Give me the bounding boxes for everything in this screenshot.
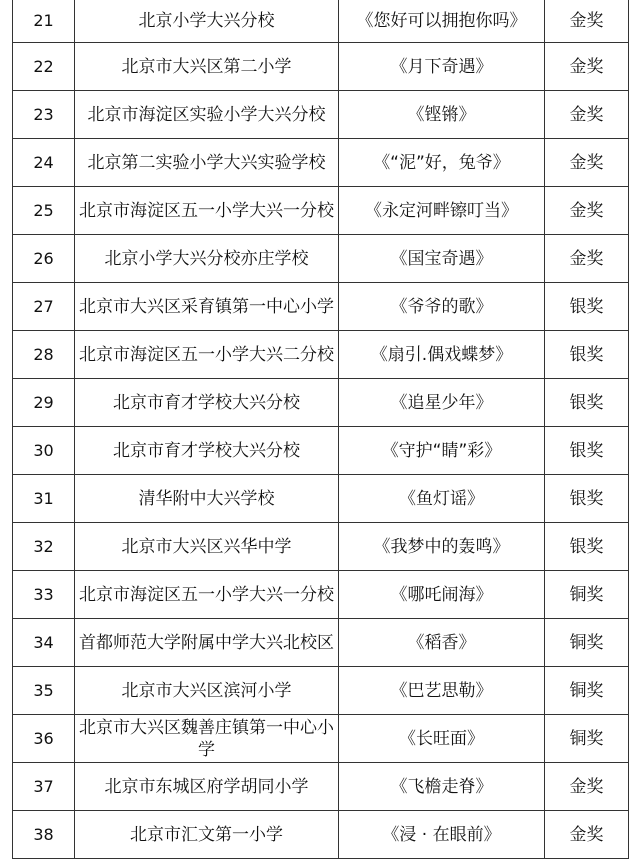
table-row xyxy=(13,379,629,427)
awards-table-body xyxy=(13,0,629,859)
row-number: 22 xyxy=(13,43,75,91)
table-row xyxy=(13,331,629,379)
table-row xyxy=(13,187,629,235)
row-number: 34 xyxy=(13,619,75,667)
work-title: 《鱼灯谣》 xyxy=(339,475,545,523)
award-level: 金奖 xyxy=(545,0,629,43)
row-number: 29 xyxy=(13,379,75,427)
award-level: 银奖 xyxy=(545,283,629,331)
school-name: 北京市育才学校大兴分校 xyxy=(75,379,339,427)
school-name: 首都师范大学附属中学大兴北校区 xyxy=(75,619,339,667)
award-level: 银奖 xyxy=(545,475,629,523)
work-title: 《爷爷的歌》 xyxy=(339,283,545,331)
work-title: 《您好可以拥抱你吗》 xyxy=(339,0,545,43)
award-level: 银奖 xyxy=(545,523,629,571)
work-title: 《追星少年》 xyxy=(339,379,545,427)
row-number: 25 xyxy=(13,187,75,235)
table-row xyxy=(13,811,629,859)
school-name: 北京第二实验小学大兴实验学校 xyxy=(75,139,339,187)
school-name: 北京小学大兴分校亦庄学校 xyxy=(75,235,339,283)
school-name: 北京市大兴区魏善庄镇第一中心小学 xyxy=(75,715,339,763)
row-number: 31 xyxy=(13,475,75,523)
school-name: 北京小学大兴分校 xyxy=(75,0,339,43)
award-level: 铜奖 xyxy=(545,715,629,763)
awards-table xyxy=(12,0,629,859)
work-title: 《稻香》 xyxy=(339,619,545,667)
table-row xyxy=(13,43,629,91)
table-row xyxy=(13,619,629,667)
row-number: 21 xyxy=(13,0,75,43)
row-number: 32 xyxy=(13,523,75,571)
award-level: 金奖 xyxy=(545,763,629,811)
work-title: 《国宝奇遇》 xyxy=(339,235,545,283)
work-title: 《浸 · 在眼前》 xyxy=(339,811,545,859)
table-row xyxy=(13,475,629,523)
row-number: 38 xyxy=(13,811,75,859)
school-name: 北京市海淀区实验小学大兴分校 xyxy=(75,91,339,139)
work-title: 《铿锵》 xyxy=(339,91,545,139)
work-title: 《巴艺思勒》 xyxy=(339,667,545,715)
award-level: 铜奖 xyxy=(545,571,629,619)
work-title: 《月下奇遇》 xyxy=(339,43,545,91)
row-number: 23 xyxy=(13,91,75,139)
table-row xyxy=(13,763,629,811)
row-number: 27 xyxy=(13,283,75,331)
work-title: 《飞檐走脊》 xyxy=(339,763,545,811)
school-name: 北京市大兴区滨河小学 xyxy=(75,667,339,715)
award-level: 铜奖 xyxy=(545,619,629,667)
award-level: 金奖 xyxy=(545,187,629,235)
row-number: 33 xyxy=(13,571,75,619)
school-name: 北京市大兴区兴华中学 xyxy=(75,523,339,571)
work-title: 《扇引.偶戏蝶梦》 xyxy=(339,331,545,379)
award-level: 银奖 xyxy=(545,331,629,379)
table-row xyxy=(13,571,629,619)
row-number: 28 xyxy=(13,331,75,379)
award-level: 银奖 xyxy=(545,427,629,475)
table-row xyxy=(13,91,629,139)
work-title: 《哪吒闹海》 xyxy=(339,571,545,619)
table-row xyxy=(13,235,629,283)
row-number: 36 xyxy=(13,715,75,763)
school-name: 北京市海淀区五一小学大兴二分校 xyxy=(75,331,339,379)
work-title: 《长旺面》 xyxy=(339,715,545,763)
table-row xyxy=(13,283,629,331)
school-name: 北京市海淀区五一小学大兴一分校 xyxy=(75,187,339,235)
work-title: 《“泥”好，兔爷》 xyxy=(339,139,545,187)
work-title: 《永定河畔镲叮当》 xyxy=(339,187,545,235)
table-row xyxy=(13,427,629,475)
row-number: 26 xyxy=(13,235,75,283)
row-number: 24 xyxy=(13,139,75,187)
school-name: 北京市汇文第一小学 xyxy=(75,811,339,859)
table-row xyxy=(13,0,629,43)
award-level: 金奖 xyxy=(545,139,629,187)
work-title: 《我梦中的轰鸣》 xyxy=(339,523,545,571)
work-title: 《守护“睛”彩》 xyxy=(339,427,545,475)
row-number: 37 xyxy=(13,763,75,811)
school-name: 北京市海淀区五一小学大兴一分校 xyxy=(75,571,339,619)
table-row xyxy=(13,523,629,571)
table-row xyxy=(13,715,629,763)
award-level: 银奖 xyxy=(545,379,629,427)
award-level: 金奖 xyxy=(545,43,629,91)
school-name: 清华附中大兴学校 xyxy=(75,475,339,523)
row-number: 35 xyxy=(13,667,75,715)
award-level: 金奖 xyxy=(545,811,629,859)
school-name: 北京市大兴区第二小学 xyxy=(75,43,339,91)
award-level: 金奖 xyxy=(545,235,629,283)
school-name: 北京市育才学校大兴分校 xyxy=(75,427,339,475)
school-name: 北京市东城区府学胡同小学 xyxy=(75,763,339,811)
school-name: 北京市大兴区采育镇第一中心小学 xyxy=(75,283,339,331)
row-number: 30 xyxy=(13,427,75,475)
table-row xyxy=(13,667,629,715)
table-row xyxy=(13,139,629,187)
award-level: 金奖 xyxy=(545,91,629,139)
award-level: 铜奖 xyxy=(545,667,629,715)
